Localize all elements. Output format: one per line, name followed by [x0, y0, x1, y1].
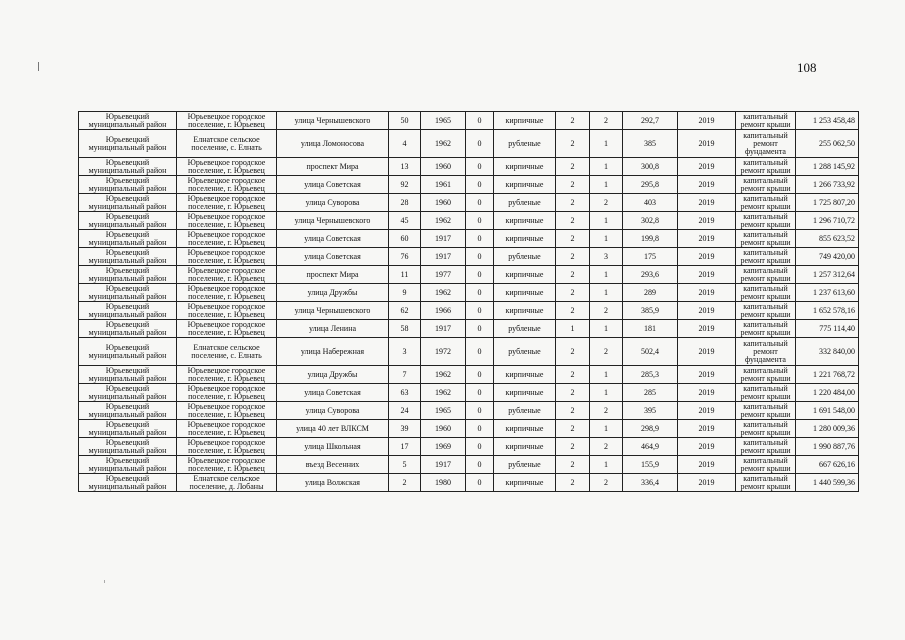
material-cell: кирпичные	[494, 176, 556, 194]
year-cell: 1917	[421, 456, 466, 474]
year-cell: 1917	[421, 230, 466, 248]
year-cell: 1962	[421, 384, 466, 402]
floors-cell: 2	[556, 158, 590, 176]
zero-cell: 0	[466, 474, 494, 492]
work-type-cell: капитальный ремонт крыши	[736, 366, 796, 384]
entrances-cell: 2	[590, 112, 623, 130]
street-cell: въезд Весенних	[277, 456, 389, 474]
year-cell: 1980	[421, 474, 466, 492]
area-cell: 292,7	[623, 112, 678, 130]
table-row	[79, 284, 859, 302]
plan-year-cell: 2019	[678, 284, 736, 302]
table-row	[79, 266, 859, 284]
work-type-cell: капитальный ремонт крыши	[736, 112, 796, 130]
floors-cell: 2	[556, 248, 590, 266]
work-type-cell: капитальный ремонт крыши	[736, 456, 796, 474]
house-number-cell: 11	[389, 266, 421, 284]
floors-cell: 2	[556, 338, 590, 366]
material-cell: рубленые	[494, 130, 556, 158]
table-row	[79, 112, 859, 130]
street-cell: улица Дружбы	[277, 284, 389, 302]
floors-cell: 1	[556, 320, 590, 338]
area-cell: 295,8	[623, 176, 678, 194]
year-cell: 1972	[421, 338, 466, 366]
district-cell: Юрьевецкий муниципальный район	[79, 302, 177, 320]
street-cell: улица Советская	[277, 384, 389, 402]
work-type-cell: капитальный ремонт крыши	[736, 420, 796, 438]
house-number-cell: 45	[389, 212, 421, 230]
street-cell: улица Чернышевского	[277, 212, 389, 230]
work-type-cell: капитальный ремонт крыши	[736, 402, 796, 420]
plan-year-cell: 2019	[678, 320, 736, 338]
material-cell: кирпичные	[494, 366, 556, 384]
district-cell: Юрьевецкий муниципальный район	[79, 474, 177, 492]
work-type-cell: капитальный ремонт крыши	[736, 284, 796, 302]
year-cell: 1917	[421, 320, 466, 338]
material-cell: кирпичные	[494, 474, 556, 492]
district-cell: Юрьевецкий муниципальный район	[79, 438, 177, 456]
work-type-cell: капитальный ремонт крыши	[736, 248, 796, 266]
house-number-cell: 17	[389, 438, 421, 456]
street-cell: улица Чернышевского	[277, 112, 389, 130]
street-cell: улица Дружбы	[277, 366, 389, 384]
street-cell: улица 40 лет ВЛКСМ	[277, 420, 389, 438]
table-row	[79, 474, 859, 492]
district-cell: Юрьевецкий муниципальный район	[79, 420, 177, 438]
house-number-cell: 28	[389, 194, 421, 212]
house-number-cell: 2	[389, 474, 421, 492]
plan-year-cell: 2019	[678, 266, 736, 284]
area-cell: 385	[623, 130, 678, 158]
district-cell: Юрьевецкий муниципальный район	[79, 456, 177, 474]
area-cell: 293,6	[623, 266, 678, 284]
street-cell: улица Чернышевского	[277, 302, 389, 320]
zero-cell: 0	[466, 158, 494, 176]
work-type-cell: капитальный ремонт крыши	[736, 212, 796, 230]
entrances-cell: 1	[590, 284, 623, 302]
zero-cell: 0	[466, 266, 494, 284]
cost-cell: 1 725 807,20	[796, 194, 859, 212]
material-cell: рубленые	[494, 456, 556, 474]
street-cell: улица Суворова	[277, 194, 389, 212]
cost-cell: 1 237 613,60	[796, 284, 859, 302]
year-cell: 1917	[421, 248, 466, 266]
plan-year-cell: 2019	[678, 176, 736, 194]
plan-year-cell: 2019	[678, 438, 736, 456]
work-type-cell: капитальный ремонт крыши	[736, 194, 796, 212]
area-cell: 175	[623, 248, 678, 266]
zero-cell: 0	[466, 320, 494, 338]
zero-cell: 0	[466, 130, 494, 158]
plan-year-cell: 2019	[678, 366, 736, 384]
entrances-cell: 1	[590, 158, 623, 176]
area-cell: 289	[623, 284, 678, 302]
district-cell: Юрьевецкий муниципальный район	[79, 112, 177, 130]
floors-cell: 2	[556, 194, 590, 212]
house-number-cell: 13	[389, 158, 421, 176]
cost-cell: 1 288 145,92	[796, 158, 859, 176]
district-cell: Юрьевецкий муниципальный район	[79, 366, 177, 384]
house-number-cell: 4	[389, 130, 421, 158]
entrances-cell: 1	[590, 366, 623, 384]
entrances-cell: 3	[590, 248, 623, 266]
entrances-cell: 1	[590, 230, 623, 248]
district-cell: Юрьевецкий муниципальный район	[79, 338, 177, 366]
entrances-cell: 1	[590, 176, 623, 194]
street-cell: проспект Мира	[277, 158, 389, 176]
plan-year-cell: 2019	[678, 130, 736, 158]
cost-cell: 749 420,00	[796, 248, 859, 266]
cost-cell: 667 626,16	[796, 456, 859, 474]
zero-cell: 0	[466, 338, 494, 366]
zero-cell: 0	[466, 302, 494, 320]
plan-year-cell: 2019	[678, 338, 736, 366]
settlement-cell: Юрьевецкое городское поселение, г. Юрьевец	[177, 176, 277, 194]
material-cell: рубленые	[494, 248, 556, 266]
plan-year-cell: 2019	[678, 194, 736, 212]
settlement-cell: Юрьевецкое городское поселение, г. Юрьевец	[177, 248, 277, 266]
house-number-cell: 92	[389, 176, 421, 194]
year-cell: 1962	[421, 130, 466, 158]
plan-year-cell: 2019	[678, 248, 736, 266]
cost-cell: 1 652 578,16	[796, 302, 859, 320]
plan-year-cell: 2019	[678, 474, 736, 492]
cost-cell: 1 221 768,72	[796, 366, 859, 384]
entrances-cell: 2	[590, 474, 623, 492]
plan-year-cell: 2019	[678, 402, 736, 420]
plan-year-cell: 2019	[678, 420, 736, 438]
plan-year-cell: 2019	[678, 384, 736, 402]
year-cell: 1977	[421, 266, 466, 284]
table-row	[79, 194, 859, 212]
table-row	[79, 420, 859, 438]
zero-cell: 0	[466, 366, 494, 384]
house-number-cell: 24	[389, 402, 421, 420]
material-cell: рубленые	[494, 194, 556, 212]
settlement-cell: Юрьевецкое городское поселение, г. Юрьевец	[177, 438, 277, 456]
year-cell: 1969	[421, 438, 466, 456]
area-cell: 302,8	[623, 212, 678, 230]
table-row	[79, 158, 859, 176]
work-type-cell: капитальный ремонт крыши	[736, 266, 796, 284]
cost-cell: 1 296 710,72	[796, 212, 859, 230]
area-cell: 300,8	[623, 158, 678, 176]
material-cell: рубленые	[494, 320, 556, 338]
settlement-cell: Юрьевецкое городское поселение, г. Юрьевец	[177, 194, 277, 212]
street-cell: улица Суворова	[277, 402, 389, 420]
area-cell: 155,9	[623, 456, 678, 474]
settlement-cell: Юрьевецкое городское поселение, г. Юрьевец	[177, 366, 277, 384]
cost-cell: 332 840,00	[796, 338, 859, 366]
cost-cell: 1 280 009,36	[796, 420, 859, 438]
table-row	[79, 438, 859, 456]
floors-cell: 2	[556, 230, 590, 248]
year-cell: 1961	[421, 176, 466, 194]
floors-cell: 2	[556, 384, 590, 402]
table-row	[79, 320, 859, 338]
district-cell: Юрьевецкий муниципальный район	[79, 266, 177, 284]
cost-cell: 775 114,40	[796, 320, 859, 338]
year-cell: 1962	[421, 284, 466, 302]
floors-cell: 2	[556, 366, 590, 384]
plan-year-cell: 2019	[678, 456, 736, 474]
table-row	[79, 402, 859, 420]
work-type-cell: капитальный ремонт крыши	[736, 302, 796, 320]
cost-cell: 1 440 599,36	[796, 474, 859, 492]
area-cell: 336,4	[623, 474, 678, 492]
settlement-cell: Юрьевецкое городское поселение, г. Юрьевец	[177, 284, 277, 302]
district-cell: Юрьевецкий муниципальный район	[79, 284, 177, 302]
house-number-cell: 5	[389, 456, 421, 474]
material-cell: кирпичные	[494, 212, 556, 230]
house-number-cell: 63	[389, 384, 421, 402]
zero-cell: 0	[466, 230, 494, 248]
house-number-cell: 62	[389, 302, 421, 320]
table-row	[79, 456, 859, 474]
area-cell: 502,4	[623, 338, 678, 366]
zero-cell: 0	[466, 456, 494, 474]
year-cell: 1962	[421, 366, 466, 384]
margin-mark	[38, 62, 39, 71]
year-cell: 1965	[421, 402, 466, 420]
house-number-cell: 50	[389, 112, 421, 130]
entrances-cell: 1	[590, 130, 623, 158]
area-cell: 285,3	[623, 366, 678, 384]
table-row	[79, 384, 859, 402]
settlement-cell: Елнатское сельское поселение, с. Елнать	[177, 130, 277, 158]
year-cell: 1960	[421, 158, 466, 176]
entrances-cell: 1	[590, 420, 623, 438]
settlement-cell: Юрьевецкое городское поселение, г. Юрьевец	[177, 266, 277, 284]
table-row	[79, 130, 859, 158]
street-cell: улица Волжская	[277, 474, 389, 492]
floors-cell: 2	[556, 176, 590, 194]
street-cell: улица Школьная	[277, 438, 389, 456]
house-number-cell: 9	[389, 284, 421, 302]
work-type-cell: капитальный ремонт крыши	[736, 384, 796, 402]
settlement-cell: Юрьевецкое городское поселение, г. Юрьевец	[177, 456, 277, 474]
house-number-cell: 76	[389, 248, 421, 266]
floors-cell: 2	[556, 456, 590, 474]
work-type-cell: капитальный ремонт крыши	[736, 438, 796, 456]
street-cell: улица Ломоносова	[277, 130, 389, 158]
district-cell: Юрьевецкий муниципальный район	[79, 176, 177, 194]
zero-cell: 0	[466, 248, 494, 266]
house-number-cell: 3	[389, 338, 421, 366]
house-number-cell: 60	[389, 230, 421, 248]
floors-cell: 2	[556, 402, 590, 420]
zero-cell: 0	[466, 402, 494, 420]
settlement-cell: Юрьевецкое городское поселение, г. Юрьевец	[177, 384, 277, 402]
table-row	[79, 176, 859, 194]
material-cell: кирпичные	[494, 302, 556, 320]
area-cell: 199,8	[623, 230, 678, 248]
cost-cell: 1 990 887,76	[796, 438, 859, 456]
cost-cell: 855 623,52	[796, 230, 859, 248]
floors-cell: 2	[556, 212, 590, 230]
year-cell: 1966	[421, 302, 466, 320]
cost-cell: 1 691 548,00	[796, 402, 859, 420]
entrances-cell: 1	[590, 456, 623, 474]
work-type-cell: капитальный ремонт крыши	[736, 230, 796, 248]
area-cell: 464,9	[623, 438, 678, 456]
work-type-cell: капитальный ремонт крыши	[736, 474, 796, 492]
area-cell: 298,9	[623, 420, 678, 438]
housing-repair-table	[78, 111, 859, 492]
plan-year-cell: 2019	[678, 212, 736, 230]
district-cell: Юрьевецкий муниципальный район	[79, 230, 177, 248]
entrances-cell: 2	[590, 438, 623, 456]
year-cell: 1960	[421, 420, 466, 438]
cost-cell: 1 257 312,64	[796, 266, 859, 284]
floors-cell: 2	[556, 266, 590, 284]
cost-cell: 1 220 484,00	[796, 384, 859, 402]
material-cell: кирпичные	[494, 420, 556, 438]
house-number-cell: 39	[389, 420, 421, 438]
settlement-cell: Юрьевецкое городское поселение, г. Юрьевец	[177, 212, 277, 230]
table-row	[79, 248, 859, 266]
material-cell: кирпичные	[494, 284, 556, 302]
district-cell: Юрьевецкий муниципальный район	[79, 212, 177, 230]
settlement-cell: Юрьевецкое городское поселение, г. Юрьевец	[177, 420, 277, 438]
street-cell: улица Советская	[277, 230, 389, 248]
table-row	[79, 212, 859, 230]
table-row	[79, 230, 859, 248]
zero-cell: 0	[466, 284, 494, 302]
plan-year-cell: 2019	[678, 230, 736, 248]
street-cell: улица Ленина	[277, 320, 389, 338]
district-cell: Юрьевецкий муниципальный район	[79, 384, 177, 402]
area-cell: 385,9	[623, 302, 678, 320]
table-row	[79, 338, 859, 366]
settlement-cell: Елнатское сельское поселение, д. Лобаны	[177, 474, 277, 492]
settlement-cell: Елнатское сельское поселение, с. Елнать	[177, 338, 277, 366]
work-type-cell: капитальный ремонт крыши	[736, 158, 796, 176]
year-cell: 1962	[421, 212, 466, 230]
zero-cell: 0	[466, 212, 494, 230]
district-cell: Юрьевецкий муниципальный район	[79, 402, 177, 420]
page-number: 108	[797, 60, 817, 75]
floors-cell: 2	[556, 474, 590, 492]
settlement-cell: Юрьевецкое городское поселение, г. Юрьевец	[177, 112, 277, 130]
margin-mark-bottom	[104, 580, 105, 583]
floors-cell: 2	[556, 112, 590, 130]
entrances-cell: 2	[590, 338, 623, 366]
year-cell: 1960	[421, 194, 466, 212]
entrances-cell: 2	[590, 302, 623, 320]
material-cell: кирпичные	[494, 266, 556, 284]
work-type-cell: капитальный ремонт крыши	[736, 176, 796, 194]
street-cell: улица Советская	[277, 248, 389, 266]
settlement-cell: Юрьевецкое городское поселение, г. Юрьевец	[177, 320, 277, 338]
house-number-cell: 7	[389, 366, 421, 384]
material-cell: кирпичные	[494, 158, 556, 176]
floors-cell: 2	[556, 130, 590, 158]
material-cell: кирпичные	[494, 438, 556, 456]
plan-year-cell: 2019	[678, 302, 736, 320]
material-cell: кирпичные	[494, 230, 556, 248]
cost-cell: 1 266 733,92	[796, 176, 859, 194]
floors-cell: 2	[556, 420, 590, 438]
entrances-cell: 2	[590, 194, 623, 212]
zero-cell: 0	[466, 384, 494, 402]
cost-cell: 1 253 458,48	[796, 112, 859, 130]
street-cell: проспект Мира	[277, 266, 389, 284]
cost-cell: 255 062,50	[796, 130, 859, 158]
material-cell: рубленые	[494, 338, 556, 366]
entrances-cell: 1	[590, 212, 623, 230]
area-cell: 181	[623, 320, 678, 338]
plan-year-cell: 2019	[678, 158, 736, 176]
material-cell: рубленые	[494, 402, 556, 420]
zero-cell: 0	[466, 420, 494, 438]
zero-cell: 0	[466, 194, 494, 212]
house-number-cell: 58	[389, 320, 421, 338]
area-cell: 285	[623, 384, 678, 402]
work-type-cell: капитальный ремонт фундамента	[736, 130, 796, 158]
table-row	[79, 302, 859, 320]
settlement-cell: Юрьевецкое городское поселение, г. Юрьевец	[177, 158, 277, 176]
entrances-cell: 1	[590, 320, 623, 338]
settlement-cell: Юрьевецкое городское поселение, г. Юрьевец	[177, 302, 277, 320]
settlement-cell: Юрьевецкое городское поселение, г. Юрьевец	[177, 230, 277, 248]
district-cell: Юрьевецкий муниципальный район	[79, 248, 177, 266]
entrances-cell: 1	[590, 384, 623, 402]
material-cell: кирпичные	[494, 112, 556, 130]
material-cell: кирпичные	[494, 384, 556, 402]
work-type-cell: капитальный ремонт фундамента	[736, 338, 796, 366]
street-cell: улица Советская	[277, 176, 389, 194]
district-cell: Юрьевецкий муниципальный район	[79, 158, 177, 176]
floors-cell: 2	[556, 284, 590, 302]
area-cell: 403	[623, 194, 678, 212]
floors-cell: 2	[556, 302, 590, 320]
entrances-cell: 1	[590, 266, 623, 284]
zero-cell: 0	[466, 176, 494, 194]
settlement-cell: Юрьевецкое городское поселение, г. Юрьевец	[177, 402, 277, 420]
zero-cell: 0	[466, 112, 494, 130]
floors-cell: 2	[556, 438, 590, 456]
year-cell: 1965	[421, 112, 466, 130]
table-row	[79, 366, 859, 384]
entrances-cell: 2	[590, 402, 623, 420]
plan-year-cell: 2019	[678, 112, 736, 130]
district-cell: Юрьевецкий муниципальный район	[79, 130, 177, 158]
street-cell: улица Набережная	[277, 338, 389, 366]
district-cell: Юрьевецкий муниципальный район	[79, 194, 177, 212]
area-cell: 395	[623, 402, 678, 420]
district-cell: Юрьевецкий муниципальный район	[79, 320, 177, 338]
work-type-cell: капитальный ремонт крыши	[736, 320, 796, 338]
zero-cell: 0	[466, 438, 494, 456]
